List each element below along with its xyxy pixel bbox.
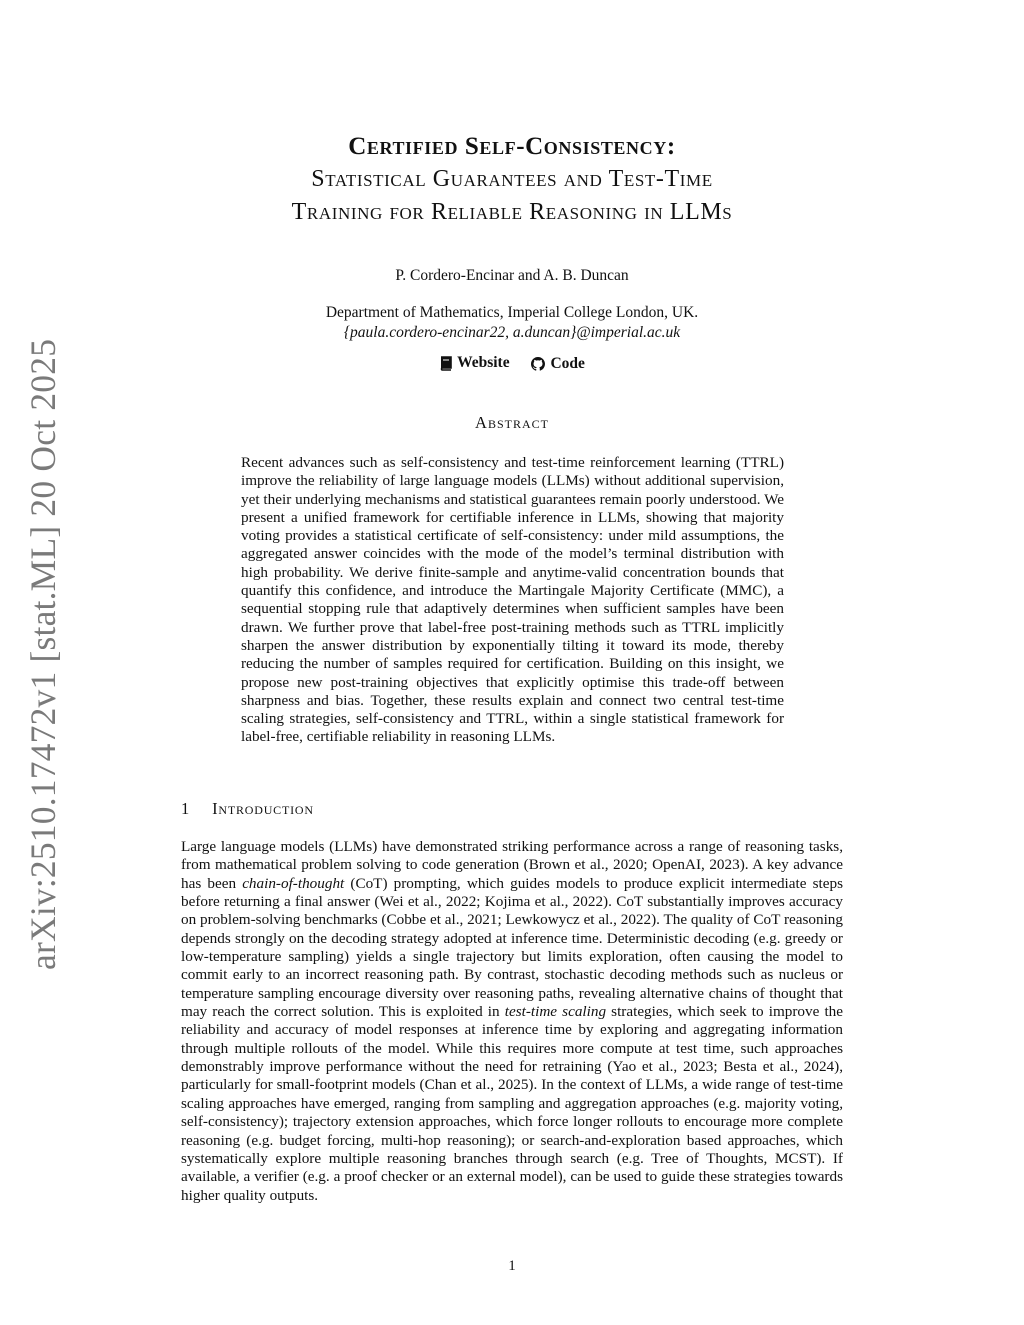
paper-links: [0, 354, 1024, 376]
page-number: 1: [508, 1258, 516, 1274]
book-icon: [439, 356, 452, 371]
section-title: Introduction: [212, 799, 314, 818]
affiliation: Department of Mathematics, Imperial College London, UK.: [325, 304, 699, 321]
authors: P. Cordero-Encinar and A. B. Duncan: [395, 267, 629, 284]
abstract-heading: Abstract: [475, 413, 549, 432]
code-link-label: Code: [550, 354, 585, 372]
arxiv-identifier: arXiv:2510.17472v1 [stat.ML] 20 Oct 2025: [23, 338, 63, 970]
intro-text-3: strategies, which seek to improve the reliability and accuracy of model responses at inference time by exploring and aggregating information through multiple rollouts of the model. While this requires more compute at test time, such approaches demonstrably improve performance without the need for retraining (Yao et al., 2023; Besta et al., 2024), particularly for small-footprint models (Chan et al., 2025). In the context of LLMs, a wide range of test-time scaling approaches have emerged, ranging from sampling and aggregation approaches (e.g. majority voting, self-consistency); trajectory extension approaches, which force longer rollouts to encourage more complete reasoning (e.g. budget forcing, multi-hop reasoning); or search-and-exploration based approaches, which systematically explore multiple reasoning branches through search (e.g. Tree of Thoughts, MCST). If available, a verifier (e.g. a proof checker or an external model), can be used to guide these strategies towards higher quality outputs.: [181, 1003, 844, 1204]
title-line-1: Certified Self-Consistency:: [348, 133, 676, 160]
section-heading: [181, 799, 314, 819]
intro-emphasis-scaling: test-time scaling: [504, 1003, 607, 1021]
title-line-3: Training for Reliable Reasoning in LLMs: [291, 199, 733, 225]
website-link[interactable]: [439, 354, 510, 372]
paper-title: [0, 130, 1024, 229]
intro-text-1: Large language models (LLMs) have demonstrated striking performance across a range of reasoning tasks, from mathematical problem solving to code generation (Brown et al., 2020; OpenAI, 2023). A key advance has been: [181, 838, 843, 892]
website-link-label: Website: [457, 354, 510, 371]
abstract-text: Recent advances such as self-consistency and test-time reinforcement learning (TTRL) improve the reliability of large language models (LLMs) without additional supervision, yet their underlying mechanisms and statistical guarantees remain poorly understood. We present a unified framework for certifiable inference in LLMs, showing that majority voting provides a statistical certificate of self-consistency: under mild assumptions, the aggregated answer coincides with the mode of the model’s terminal distribution with high probability. We derive finite-sample and anytime-valid concentration bounds that quantify this confidence, and introduce the Martingale Majority Certificate (MMC), a sequential stopping rule that adaptively determines when sufficient samples have been drawn. We further prove that label-free post-training methods such as TTRL implicitly sharpen the answer distribution by exponentially tilting it toward its mode, thereby reducing the number of samples required for certification. Building on this insight, we propose new post-training objectives that explicitly optimise this trade-off between sharpness and bias. Together, these results explain and connect two central test-time scaling strategies, self-consistency and TTRL, within a single statistical framework for label-free, certifiable reliability in reasoning LLMs.: [241, 454, 784, 746]
affiliation-block: [0, 303, 1024, 343]
github-icon: [531, 357, 545, 371]
title-line-2: Statistical Guarantees and Test-Time: [311, 166, 713, 192]
intro-emphasis-cot: chain-of-thought: [242, 874, 345, 892]
introduction-paragraph: [181, 838, 843, 1205]
code-link[interactable]: [531, 355, 584, 373]
intro-text-2: (CoT) prompting, which guides models to produce explicit intermediate steps before returning a final answer (Wei et al., 2022; Kojima et al., 2022). CoT substantially improves accuracy on problem-solving benchmarks (Cobbe et al., 2021; Lewkowycz et al., 2022). The quality of CoT reasoning depends strongly on the decoding strategy adopted at inference time. Deterministic decoding (e.g. greedy or low-temperature sampling) yields a single trajectory but limits exploration, often causing the model to commit early to an incorrect reasoning path. By contrast, stochastic decoding methods such as nucleus or temperature sampling encourage diversity over reasoning paths, revealing alternative chains of thought that may reach the correct solution. This is exploited in: [181, 874, 843, 1021]
section-number: 1: [181, 799, 191, 818]
author-emails: {paula.cordero-encinar22, a.duncan}@imperial.ac.uk: [343, 324, 681, 341]
